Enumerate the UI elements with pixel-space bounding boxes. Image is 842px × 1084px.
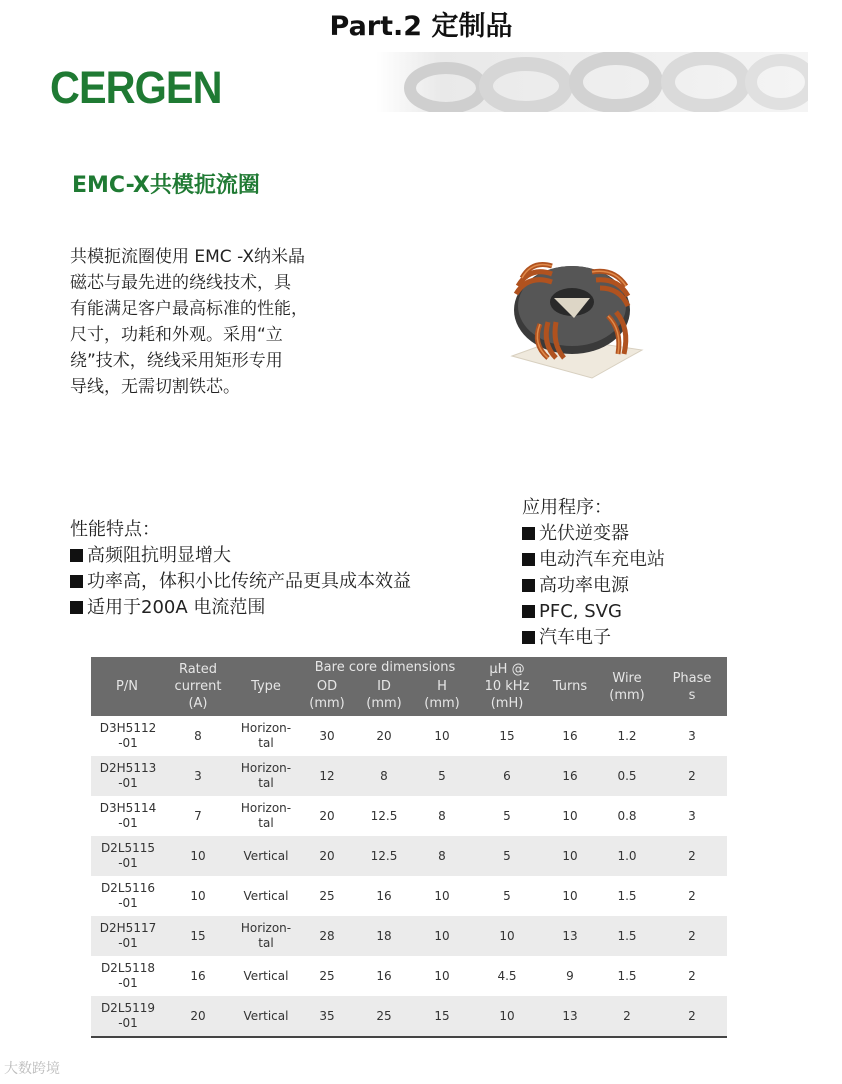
cell-wire: 1.2 bbox=[597, 716, 657, 756]
cell-line: Vertical bbox=[243, 848, 289, 863]
cell-pn bbox=[91, 796, 163, 836]
applications-heading: 应用程序： bbox=[522, 497, 612, 518]
application-label: 光伏逆变器 bbox=[539, 523, 629, 544]
cell-line: tal bbox=[258, 936, 274, 950]
cell-od: 20 bbox=[299, 796, 355, 836]
cell-wire: 0.5 bbox=[597, 756, 657, 796]
header-line: (A) bbox=[188, 696, 208, 711]
cell-wire: 1.5 bbox=[597, 916, 657, 956]
cell-h: 8 bbox=[413, 796, 471, 836]
table-row bbox=[91, 956, 727, 996]
header-line: Wire bbox=[612, 670, 642, 686]
cell-pn bbox=[91, 956, 163, 996]
decorative-banner bbox=[376, 52, 808, 112]
application-item bbox=[522, 599, 665, 625]
cell-id: 12.5 bbox=[355, 796, 413, 836]
page-title: Part.2 定制品 bbox=[329, 11, 513, 42]
cell-id: 12.5 bbox=[355, 836, 413, 876]
header-bare-core: Bare core dimensions bbox=[299, 657, 471, 678]
cell-line: D2H5117 bbox=[99, 921, 157, 935]
bullet-square-icon bbox=[70, 549, 83, 562]
cell-h: 10 bbox=[413, 916, 471, 956]
table-row bbox=[91, 876, 727, 916]
cell-line: -01 bbox=[118, 896, 138, 910]
cell-h: 15 bbox=[413, 996, 471, 1037]
cell-phases: 2 bbox=[657, 916, 727, 956]
application-label: PFC, SVG bbox=[539, 601, 622, 622]
header-line: Rated bbox=[178, 662, 218, 677]
feature-label: 高频阻抗明显增大 bbox=[87, 545, 231, 566]
cell-rated: 20 bbox=[163, 996, 233, 1037]
cell-uh: 5 bbox=[471, 876, 543, 916]
cell-h: 10 bbox=[413, 716, 471, 756]
header-line: (mm) bbox=[309, 696, 345, 711]
cell-type bbox=[233, 796, 299, 836]
cell-line: Vertical bbox=[243, 888, 289, 903]
cell-line: -01 bbox=[118, 776, 138, 790]
cell-h: 5 bbox=[413, 756, 471, 796]
header-line: (mm) bbox=[366, 696, 402, 711]
description-line: 导线，无需切割铁芯。 bbox=[70, 377, 240, 397]
cell-turns: 10 bbox=[543, 876, 597, 916]
cell-uh: 10 bbox=[471, 996, 543, 1037]
cell-uh: 5 bbox=[471, 836, 543, 876]
bullet-square-icon bbox=[522, 631, 535, 644]
feature-item bbox=[70, 569, 411, 595]
application-item bbox=[522, 625, 665, 651]
cell-rated: 15 bbox=[163, 916, 233, 956]
cell-line: D2L5116 bbox=[100, 881, 156, 895]
cell-wire: 1.0 bbox=[597, 836, 657, 876]
feature-label: 适用于200A 电流范围 bbox=[87, 597, 266, 618]
product-title: EMC-X共模扼流圈 bbox=[72, 173, 260, 198]
cell-uh: 15 bbox=[471, 716, 543, 756]
cell-rated: 8 bbox=[163, 716, 233, 756]
cell-id: 16 bbox=[355, 876, 413, 916]
brand-logo: CERGEN bbox=[50, 62, 222, 113]
header-line: μH @ bbox=[489, 662, 525, 677]
cell-line: tal bbox=[258, 816, 274, 830]
cell-id: 8 bbox=[355, 756, 413, 796]
cell-pn bbox=[91, 756, 163, 796]
header-line: s bbox=[688, 687, 696, 703]
cell-line: Vertical bbox=[243, 1008, 289, 1023]
cell-od: 25 bbox=[299, 956, 355, 996]
cell-pn bbox=[91, 716, 163, 756]
cell-line: -01 bbox=[118, 736, 138, 750]
application-label: 汽车电子 bbox=[539, 627, 611, 648]
description-line: 有能满足客户最高标准的性能， bbox=[70, 299, 308, 319]
cell-phases: 2 bbox=[657, 956, 727, 996]
cell-turns: 13 bbox=[543, 916, 597, 956]
header-pn: P/N bbox=[91, 657, 163, 716]
cell-pn bbox=[91, 916, 163, 956]
cell-line: D2L5119 bbox=[100, 1001, 156, 1015]
bullet-square-icon bbox=[522, 605, 535, 618]
features-section bbox=[70, 517, 411, 621]
cell-line: -01 bbox=[118, 816, 138, 830]
spec-table-body bbox=[91, 716, 727, 1037]
description-line: 磁芯与最先进的绕线技术，具 bbox=[70, 273, 291, 293]
cell-type bbox=[233, 756, 299, 796]
application-item bbox=[522, 547, 665, 573]
application-label: 高功率电源 bbox=[539, 575, 629, 596]
header-line: OD bbox=[316, 679, 338, 694]
table-row bbox=[91, 756, 727, 796]
description-line: 绕”技术，绕线采用矩形专用 bbox=[70, 351, 283, 371]
header-line: (mm) bbox=[424, 696, 460, 711]
application-item bbox=[522, 573, 665, 599]
product-description bbox=[70, 244, 370, 400]
cell-line: tal bbox=[258, 776, 274, 790]
cell-line: D2L5118 bbox=[100, 961, 156, 975]
cell-wire: 1.5 bbox=[597, 876, 657, 916]
features-heading: 性能特点： bbox=[70, 519, 160, 540]
header-uh bbox=[471, 657, 543, 716]
choke-coil-photo bbox=[492, 238, 652, 388]
cell-line: -01 bbox=[118, 936, 138, 950]
cell-rated: 7 bbox=[163, 796, 233, 836]
bullet-square-icon bbox=[522, 553, 535, 566]
cell-rated: 10 bbox=[163, 836, 233, 876]
cell-od: 35 bbox=[299, 996, 355, 1037]
cell-od: 20 bbox=[299, 836, 355, 876]
cell-line: tal bbox=[258, 736, 274, 750]
cell-uh: 5 bbox=[471, 796, 543, 836]
header-turns: Turns bbox=[543, 657, 597, 716]
cell-phases: 3 bbox=[657, 796, 727, 836]
cell-h: 8 bbox=[413, 836, 471, 876]
cell-type bbox=[233, 916, 299, 956]
description-line: 共模扼流圈使用 EMC -X纳米晶 bbox=[70, 247, 306, 267]
cell-uh: 10 bbox=[471, 916, 543, 956]
cell-rated: 16 bbox=[163, 956, 233, 996]
cell-uh: 4.5 bbox=[471, 956, 543, 996]
cell-phases: 2 bbox=[657, 756, 727, 796]
header-h bbox=[413, 678, 471, 716]
cell-phases: 3 bbox=[657, 716, 727, 756]
cell-phases: 2 bbox=[657, 876, 727, 916]
cell-line: D2L5115 bbox=[100, 841, 156, 855]
cell-od: 30 bbox=[299, 716, 355, 756]
cell-line: Horizon- bbox=[240, 801, 292, 815]
cell-turns: 10 bbox=[543, 796, 597, 836]
bullet-square-icon bbox=[70, 601, 83, 614]
cell-od: 12 bbox=[299, 756, 355, 796]
bullet-square-icon bbox=[522, 579, 535, 592]
cell-turns: 16 bbox=[543, 756, 597, 796]
application-label: 电动汽车充电站 bbox=[539, 549, 665, 570]
cell-id: 20 bbox=[355, 716, 413, 756]
cell-phases: 2 bbox=[657, 996, 727, 1037]
cell-wire: 1.5 bbox=[597, 956, 657, 996]
table-row bbox=[91, 836, 727, 876]
header-od bbox=[299, 678, 355, 716]
cell-id: 18 bbox=[355, 916, 413, 956]
cell-id: 25 bbox=[355, 996, 413, 1037]
cell-od: 25 bbox=[299, 876, 355, 916]
cell-id: 16 bbox=[355, 956, 413, 996]
cell-line: -01 bbox=[118, 976, 138, 990]
bullet-square-icon bbox=[70, 575, 83, 588]
header-phases bbox=[657, 657, 727, 716]
cell-line: -01 bbox=[118, 856, 138, 870]
applications-section bbox=[522, 495, 665, 651]
header-line: (mH) bbox=[490, 696, 524, 711]
table-row bbox=[91, 916, 727, 956]
cell-rated: 10 bbox=[163, 876, 233, 916]
cell-phases: 2 bbox=[657, 836, 727, 876]
cell-line: D2H5113 bbox=[99, 761, 157, 775]
watermark: 大数跨境 bbox=[4, 1061, 60, 1077]
header-wire bbox=[597, 657, 657, 716]
feature-item bbox=[70, 543, 411, 569]
cell-line: Horizon- bbox=[240, 921, 292, 935]
header-type: Type bbox=[233, 657, 299, 716]
cell-line: Horizon- bbox=[240, 761, 292, 775]
feature-label: 功率高，体积小比传统产品更具成本效益 bbox=[87, 571, 411, 592]
cell-uh: 6 bbox=[471, 756, 543, 796]
cell-pn bbox=[91, 836, 163, 876]
header-line: current bbox=[174, 679, 222, 694]
cell-turns: 16 bbox=[543, 716, 597, 756]
cell-turns: 10 bbox=[543, 836, 597, 876]
cell-line: D3H5114 bbox=[99, 801, 157, 815]
header-line: H bbox=[437, 679, 447, 694]
cell-type bbox=[233, 956, 299, 996]
bullet-square-icon bbox=[522, 527, 535, 540]
cell-wire: 2 bbox=[597, 996, 657, 1037]
cell-h: 10 bbox=[413, 876, 471, 916]
cell-turns: 13 bbox=[543, 996, 597, 1037]
cell-od: 28 bbox=[299, 916, 355, 956]
cell-line: Vertical bbox=[243, 968, 289, 983]
cell-type bbox=[233, 716, 299, 756]
cell-wire: 0.8 bbox=[597, 796, 657, 836]
table-row bbox=[91, 796, 727, 836]
header-id bbox=[355, 678, 413, 716]
cell-line: D3H5112 bbox=[99, 721, 157, 735]
cell-type bbox=[233, 996, 299, 1037]
cell-rated: 3 bbox=[163, 756, 233, 796]
spec-table bbox=[91, 657, 727, 1038]
feature-item bbox=[70, 595, 411, 621]
cell-line: -01 bbox=[118, 1016, 138, 1030]
table-row bbox=[91, 996, 727, 1037]
header-rated-current bbox=[163, 657, 233, 716]
header-line: 10 kHz bbox=[484, 679, 530, 694]
cell-pn bbox=[91, 876, 163, 916]
table-row bbox=[91, 716, 727, 756]
header-line: ID bbox=[377, 679, 391, 694]
cell-type bbox=[233, 876, 299, 916]
header-line: Phase bbox=[672, 670, 712, 686]
description-line: 尺寸，功耗和外观。采用“立 bbox=[70, 325, 283, 345]
cell-h: 10 bbox=[413, 956, 471, 996]
application-item bbox=[522, 521, 665, 547]
cell-type bbox=[233, 836, 299, 876]
cell-turns: 9 bbox=[543, 956, 597, 996]
cell-line: Horizon- bbox=[240, 721, 292, 735]
cell-pn bbox=[91, 996, 163, 1037]
header-line: (mm) bbox=[609, 687, 645, 703]
